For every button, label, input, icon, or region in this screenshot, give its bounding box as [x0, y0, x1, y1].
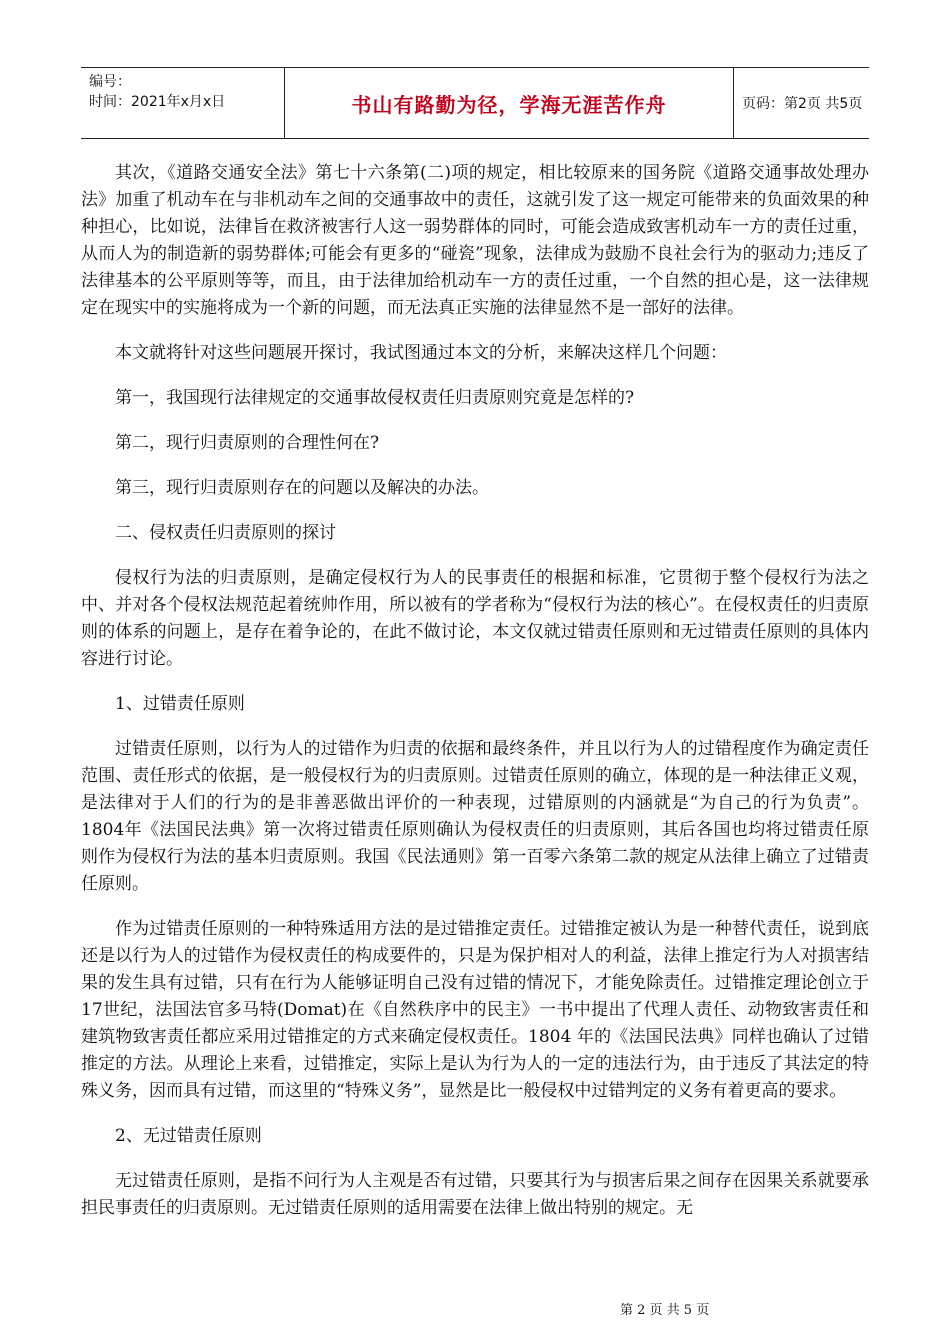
document-time-label: 时间：2021年x月x日: [89, 94, 226, 110]
subheading-no-fault-liability: 2、无过错责任原则: [115, 1126, 262, 1146]
header-meta: [81, 68, 284, 138]
header-motto: 书山有路勤为径，学海无涯苦作舟: [351, 92, 667, 117]
paragraph-tort-principle: 侵权行为法的归责原则，是确定侵权行为人的民事责任的根据和标准，它贯彻于整个侵权行为法之中、并对各个侵权法规范起着统帅作用，所以被有的学者称为“侵权行为法的核心”。在侵权责任的归责原则的体系的问题上，是存在着争论的，在此不做讨论，本文仅就过错责任原则和无过错责任原则的具体内容进行讨论。: [81, 568, 869, 669]
paragraph-1: 其次，《道路交通安全法》第七十六条第(二)项的规定，相比较原来的国务院《道路交通事故处理办法》加重了机动车在与非机动车之间的交通事故中的责任，这就引发了这一规定可能带来的负面效果的种种担心，比如说，法律旨在救济被害行人这一弱势群体的同时，可能会造成致害机动车一方的责任过重，从而人为的制造新的弱势群体;可能会有更多的“碰瓷”现象，法律成为鼓励不良社会行为的驱动力;违反了法律基本的公平原则等等，而且，由于法律加给机动车一方的责任过重，一个自然的担心是，这一法律规定在现实中的实施将成为一个新的问题，而无法真正实施的法律显然不是一部好的法律。: [81, 163, 869, 318]
document-number-label: 编号：: [89, 74, 131, 90]
page-header: [81, 67, 869, 139]
header-page-number: 页码：第2页 共5页: [742, 96, 863, 112]
question-1: 第一，我国现行法律规定的交通事故侵权责任归责原则究竟是怎样的?: [115, 388, 635, 408]
paragraph-2: 本文就将针对这些问题展开探讨，我试图通过本文的分析，来解决这样几个问题：: [115, 343, 727, 363]
paragraph-presumed-fault: 作为过错责任原则的一种特殊适用方法的是过错推定责任。过错推定被认为是一种替代责任，说到底还是以行为人的过错作为侵权责任的构成要件的，只是为保护相对人的利益，法律上推定行为人对损害结果的发生具有过错，只有在行为人能够证明自己没有过错的情况下，才能免除责任。过错推定理论创立于17世纪，法国法官多马特(Domat)在《自然秩序中的民主》一书中提出了代理人责任、动物致害责任和建筑物致害责任都应采用过错推定的方式来确定侵权责任。1804 年的《法国民法典》同样也确认了过错推定的方法。从理论上来看，过错推定，实际上是认为行为人的一定的违法行为，由于违反了其法定的特殊义务，因而具有过错，而这里的“特殊义务”，显然是比一般侵权中过错判定的义务有着更高的要求。: [81, 919, 869, 1101]
section-heading-2: 二、侵权责任归责原则的探讨: [115, 523, 336, 543]
subheading-fault-liability: 1、过错责任原则: [115, 694, 245, 714]
header-motto-cell: [284, 68, 734, 138]
paragraph-no-fault-liability: 无过错责任原则，是指不问行为人主观是否有过错，只要其行为与损害后果之间存在因果关系就要承担民事责任的归责原则。无过错责任原则的适用需要在法律上做出特别的规定。无: [81, 1171, 869, 1218]
page-footer: 第 2 页 共 5 页: [620, 1303, 710, 1318]
paragraph-fault-liability: 过错责任原则，以行为人的过错作为归责的依据和最终条件，并且以行为人的过错程度作为确定责任范围、责任形式的依据，是一般侵权行为的归责原则。过错责任原则的确立，体现的是一种法律正义观，是法律对于人们的行为的是非善恶做出评价的一种表现，过错原则的内涵就是“为自己的行为负责”。1804年《法国民法典》第一次将过错责任原则确认为侵权责任的归责原则，其后各国也均将过错责任原则作为侵权行为法的基本归责原则。我国《民法通则》第一百零六条第二款的规定从法律上确立了过错责任原则。: [81, 739, 869, 894]
question-2: 第二，现行归责原则的合理性何在?: [115, 433, 380, 453]
question-3: 第三，现行归责原则存在的问题以及解决的办法。: [115, 478, 489, 498]
document-body: [81, 160, 869, 1222]
